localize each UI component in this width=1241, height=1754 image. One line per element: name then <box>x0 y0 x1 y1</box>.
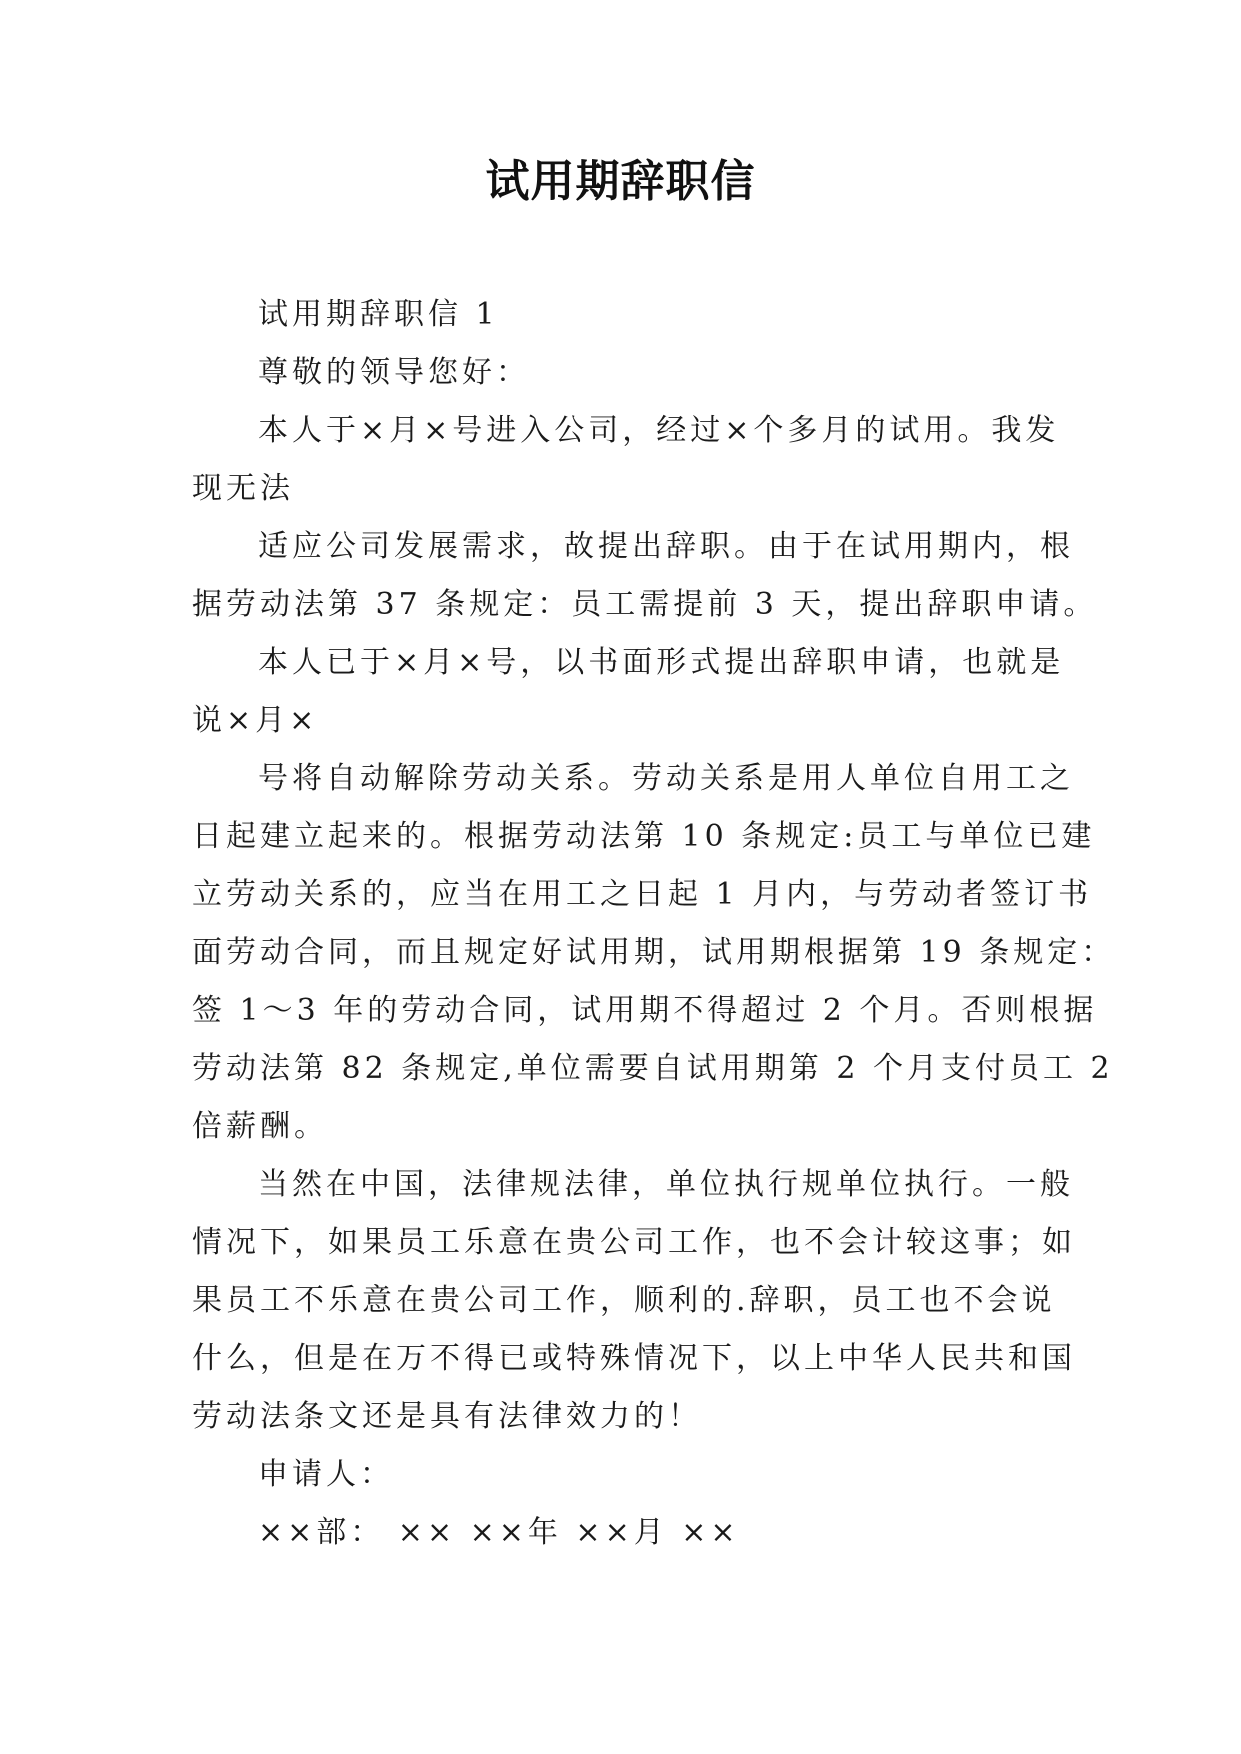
salutation: 尊敬的领导您好： <box>258 355 530 390</box>
body-line: 本人于×月×号进入公司，经过×个多月的试用。我发 <box>258 413 1060 448</box>
body-line: 面劳动合同，而且规定好试用期，试用期根据第 19 条规定： <box>192 935 1116 970</box>
body-line: 日起建立起来的。根据劳动法第 10 条规定:员工与单位已建 <box>192 819 1096 854</box>
body-line: 劳动法条文还是具有法律效力的！ <box>192 1399 702 1434</box>
document-title: 试用期辞职信 <box>485 156 756 207</box>
body-line: 倍薪酬。 <box>192 1109 328 1144</box>
body-line: 说×月× <box>192 703 319 738</box>
body-line: 果员工不乐意在贵公司工作，顺利的.辞职，员工也不会说 <box>192 1283 1056 1318</box>
applicant-label: 申请人： <box>258 1457 394 1492</box>
body-line: 适应公司发展需求，故提出辞职。由于在试用期内，根 <box>258 529 1074 564</box>
body-line: 据劳动法第 37 条规定：员工需提前 3 天，提出辞职申请。 <box>192 587 1098 622</box>
body-line: 号将自动解除劳动关系。劳动关系是用人单位自用工之 <box>258 761 1074 796</box>
body-line: 劳动法第 82 条规定,单位需要自试用期第 2 个月支付员工 2 <box>192 1051 1114 1086</box>
letter-heading: 试用期辞职信 1 <box>258 297 499 332</box>
body-line: 现无法 <box>192 471 294 506</box>
body-line: 本人已于×月×号，以书面形式提出辞职申请，也就是 <box>258 645 1065 680</box>
body-line: 什么，但是在万不得已或特殊情况下，以上中华人民共和国 <box>192 1341 1076 1376</box>
body-line: 立劳动关系的，应当在用工之日起 1 月内，与劳动者签订书 <box>192 877 1093 912</box>
body-line: 签 1～3 年的劳动合同，试用期不得超过 2 个月。否则根据 <box>192 993 1098 1028</box>
signature-line: ××部： ×× ××年 ××月 ×× <box>258 1515 740 1550</box>
document-body <box>192 286 1116 1562</box>
body-line: 情况下，如果员工乐意在贵公司工作，也不会计较这事；如 <box>192 1225 1076 1260</box>
body-line: 当然在中国，法律规法律，单位执行规单位执行。一般 <box>258 1167 1074 1202</box>
